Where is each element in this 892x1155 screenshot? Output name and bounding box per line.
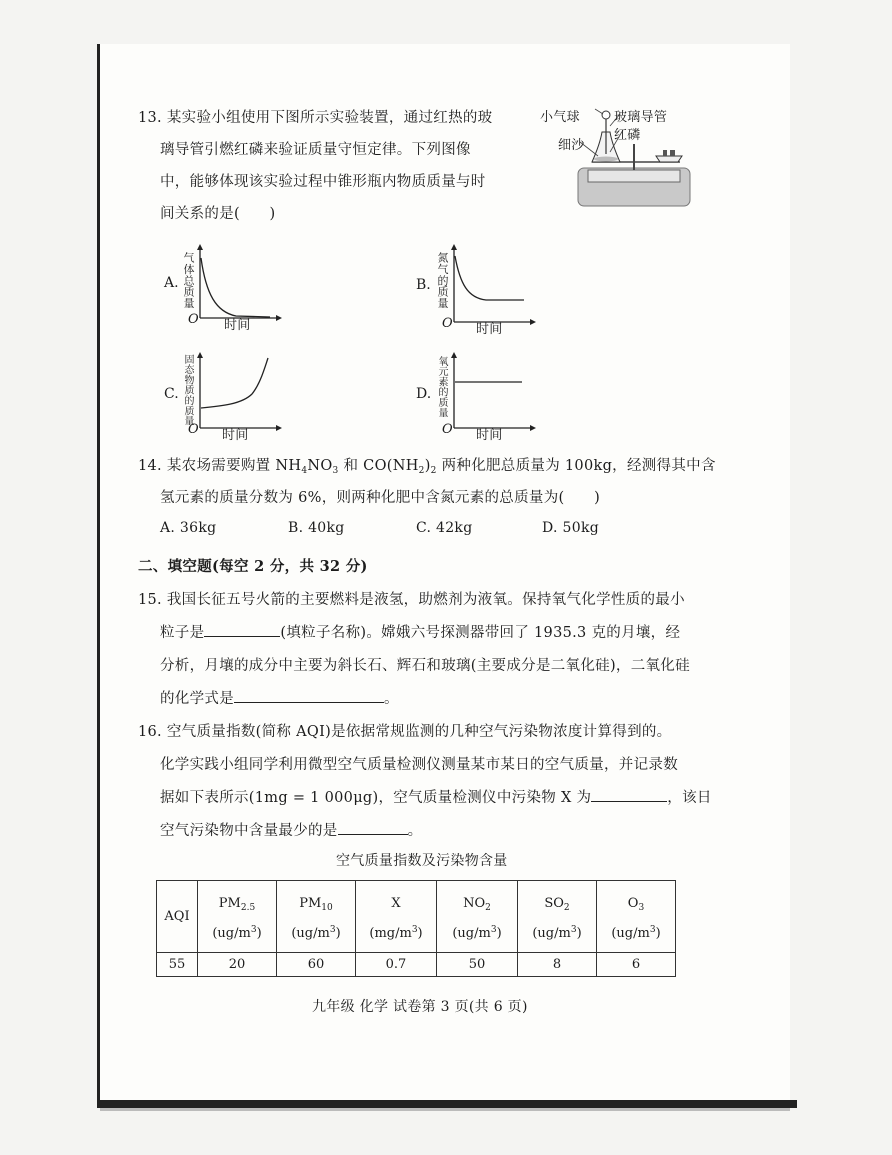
red-phosphorus-label: 红磷: [614, 128, 641, 143]
cell-o3: 6: [597, 953, 676, 977]
option-b-letter: B.: [416, 277, 431, 293]
option-b-graph: [436, 242, 546, 337]
q14-choice-b: B. 40kg: [288, 520, 345, 536]
q16-line-3: 据如下表所示(1mg = 1 000μg)，空气质量检测仪中污染物 X 为 ，该日: [160, 790, 712, 806]
header-aqi: AQI: [157, 881, 198, 953]
q14-choice-a: A. 36kg: [160, 520, 217, 536]
q13-line-2: 璃导管引燃红磷来验证质量守恒定律。下列图像: [160, 142, 471, 158]
header-so2: $SO_2$ $(ug/m^3)$: [518, 881, 597, 953]
option-c-graph: [182, 348, 292, 442]
q15-blank-1[interactable]: [204, 624, 280, 637]
q16-blank-2[interactable]: [338, 822, 408, 835]
q16-line-2: 化学实践小组同学利用微型空气质量检测仪测量某市某日的空气质量，并记录数: [160, 757, 678, 773]
cell-pm25: 20: [198, 953, 277, 977]
option-c-origin: O: [188, 422, 199, 437]
header-o3: $O_3$ $(ug/m^3)$: [597, 881, 676, 953]
cell-x: 0.7: [356, 953, 437, 977]
option-d-origin: O: [442, 422, 453, 437]
q14-choice-d: D. 50kg: [542, 520, 599, 536]
option-b-origin: O: [442, 316, 453, 331]
section-2-heading: 二、填空题(每空 2 分，共 32 分): [138, 558, 368, 575]
cell-so2: 8: [518, 953, 597, 977]
option-a-origin: O: [188, 312, 199, 327]
option-a-ylabel: 气体总质量: [182, 252, 195, 309]
option-c-xlabel: 时间: [222, 428, 249, 443]
option-c-ylabel: 固态物质的质量: [182, 354, 193, 427]
q15-line-2: 粒子是 (填粒子名称)。嫦娥六号探测器带回了 1935.3 克的月壤，经: [160, 625, 681, 641]
q16-blank-1[interactable]: [591, 789, 667, 802]
q14-choice-c: C. 42kg: [416, 520, 473, 536]
balloon-label: 小气球: [540, 110, 580, 125]
q14-line-1: 14. 某农场需要购置 $NH_4NO_3$ 和 $CO(NH_2)_2$ 两种化肥总质量为 100kg，经测得其中含: [138, 458, 716, 476]
page-footer: 九年级 化学 试卷第 3 页(共 6 页): [312, 999, 528, 1015]
page-bottom-edge: [97, 1100, 797, 1108]
header-pm25: $PM_{2.5}$ $(ug/m^3)$: [198, 881, 277, 953]
option-a-xlabel: 时间: [224, 318, 251, 333]
q16-line-1: 16. 空气质量指数(简称 AQI)是依据常规监测的几种空气污染物浓度计算得到的。: [138, 724, 672, 740]
glass-tube-label: 玻璃导管: [614, 110, 668, 125]
option-d-xlabel: 时间: [476, 428, 503, 443]
q15-line-1: 15. 我国长征五号火箭的主要燃料是液氢，助燃剂为液氧。保持氧气化学性质的最小: [138, 592, 685, 608]
cell-no2: 50: [437, 953, 518, 977]
q15-line-4: 的化学式是 。: [160, 691, 399, 707]
option-a-graph: [182, 242, 292, 334]
cell-pm10: 60: [277, 953, 356, 977]
balance-apparatus-figure: [540, 104, 700, 208]
cell-aqi: 55: [157, 953, 198, 977]
fine-sand-label: 细沙: [558, 138, 585, 153]
option-d-ylabel: 氧元素的质量: [436, 356, 447, 418]
option-d-graph: [436, 348, 546, 442]
q15-line-3: 分析，月壤的成分中主要为斜长石、辉石和玻璃(主要成分是二氧化硅)，二氧化硅: [160, 658, 690, 674]
header-no2: $NO_2$ $(ug/m^3)$: [437, 881, 518, 953]
table-row: [157, 953, 676, 977]
q13-line-4: 间关系的是( ): [160, 206, 276, 222]
table-caption: 空气质量指数及污染物含量: [336, 853, 508, 869]
option-b-xlabel: 时间: [476, 322, 503, 337]
option-a-letter: A.: [164, 275, 179, 291]
q14-line-2: 氢元素的质量分数为 6%，则两种化肥中含氮元素的总质量为( ): [160, 490, 601, 506]
table-header-row: [157, 881, 676, 953]
q15-blank-2[interactable]: [234, 690, 384, 703]
q16-line-4: 空气污染物中含量最少的是 。: [160, 823, 423, 839]
header-x: X $(mg/m^3)$: [356, 881, 437, 953]
header-pm10: $PM_{10}$ $(ug/m^3)$: [277, 881, 356, 953]
option-c-letter: C.: [164, 386, 179, 402]
option-b-ylabel: 氮气的质量: [436, 252, 449, 309]
air-quality-table: [156, 880, 676, 977]
q13-line-3: 中，能够体现该实验过程中锥形瓶内物质质量与时: [160, 174, 486, 190]
option-d-letter: D.: [416, 386, 432, 402]
q13-line-1: 13. 某实验小组使用下图所示实验装置，通过红热的玻: [138, 110, 493, 126]
